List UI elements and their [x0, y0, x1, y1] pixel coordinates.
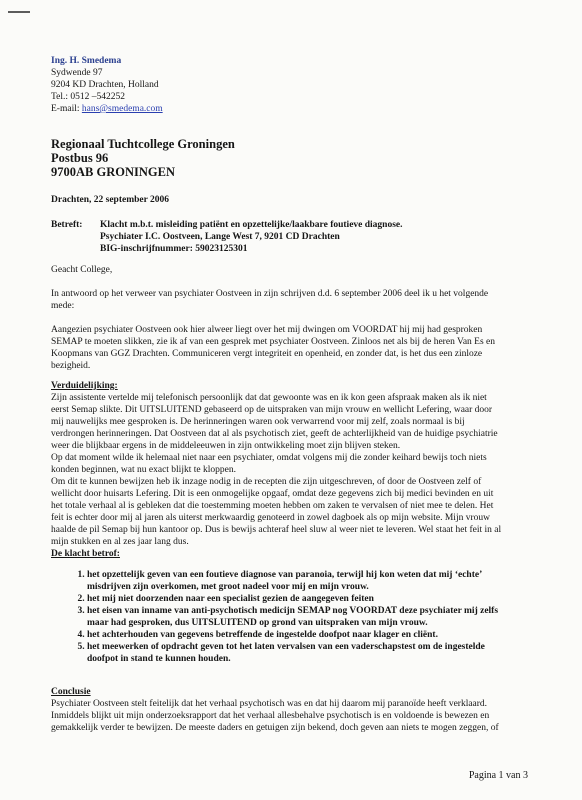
- text-line: In antwoord op het verweer van psychiater Oostveen in zijn schrijven d.d. 6 september 2006 deel ik u het volgende: [51, 289, 489, 299]
- text-line: SEMAP te moeten slikken, zie ik af van een gesprek met psychiater Oostveen. Zinloos net als bij de heren Van Es en: [51, 337, 496, 347]
- text-line: Om dit te kunnen bewijzen heb ik inzage nodig in de recepten die zijn uitgeschreven, of door de Oostveen zelf of: [51, 477, 482, 487]
- complaint-item: [87, 605, 557, 629]
- text-line: 1. het opzettelijk geven van een foutieve diagnose van paranoia, terwijl hij kon weten dat mij ‘echte’: [87, 570, 483, 580]
- conclusie-section: [51, 686, 531, 734]
- section-heading: Verduidelijking:: [51, 381, 118, 391]
- recipient-line: 9700AB GRONINGEN: [51, 165, 175, 179]
- complaint-item: [87, 569, 557, 593]
- sender-street: Sydwende 97: [51, 68, 103, 78]
- klacht-heading: De klacht betrof:: [51, 549, 120, 559]
- intro-paragraph: [51, 288, 531, 312]
- paragraph-1: [51, 324, 531, 372]
- subject-label: Betreft:: [51, 220, 83, 230]
- text-line: Koopmans van GGZ Drachten. Communiceren vergt integriteit en openheid, en zonder dat, is het dus een zinloze: [51, 349, 483, 359]
- email-label: E-mail:: [51, 104, 82, 114]
- sender-city: 9204 KD Drachten, Holland: [51, 80, 159, 90]
- verduidelijking-section: [51, 380, 531, 548]
- text-line: Aangezien psychiater Oostveen ook hier alweer liegt over het mij dwingen om VOORDAT hij mij had gesproken: [51, 325, 483, 335]
- text-line: eerst Semap slikte. Dit UITSLUITEND gebaseerd op de uitspraken van mijn vrouw en wellicht Lefering, waar door: [51, 405, 493, 415]
- text-line: 2. het mij niet doorzenden naar een specialist gezien de aangegeven feiten: [87, 594, 374, 604]
- text-line: maar had gesproken, dus UITSLUITEND op grond van uitspraken van mijn vrouw.: [87, 618, 428, 628]
- text-line: Zijn assistente vertelde mij telefonisch persoonlijk dat dat gewoonte was en ik kon geen afspraak maken als ik niet: [51, 393, 487, 403]
- sender-address: [51, 55, 163, 115]
- complaint-item: [87, 593, 557, 605]
- complaint-list: [51, 569, 557, 665]
- text-line: haalde de pil Semap bij hun kantoor op. Dus is bewijs achteraf heel sluw al weer niet te leveren. Wel staat het feit in al: [51, 525, 502, 535]
- salutation: Geacht College,: [51, 265, 113, 275]
- text-line: het totale verhaal al is gebleken dat die toestemming moeten hebben om zaken te vervalsen of niet mee te delen. Het: [51, 501, 494, 511]
- text-line: mede:: [51, 301, 75, 311]
- text-line: misdrijven zijn overkomen, met groot nadeel voor mij en mijn vrouw.: [87, 582, 369, 592]
- subject-line: Psychiater I.C. Oostveen, Lange West 7, 9201 CD Drachten: [100, 232, 340, 242]
- subject-line: BIG-inschrijfnummer: 59023125301: [100, 244, 248, 254]
- recipient-line: Postbus 96: [51, 151, 109, 165]
- sender-name: Ing. H. Smedema: [51, 56, 122, 66]
- text-line: weer die blijkbaar ergens in de middeleeuwen in zijn ontwikkeling moet zijn blijven steken.: [51, 441, 401, 451]
- text-line: Inmiddels blijkt uit mijn onderzoeksrapport dat het verhaal allesbehalve psychotisch is en voldoende is bewezen en: [51, 711, 490, 721]
- sender-email-line: [51, 103, 163, 115]
- text-line: mijn stukken en al zes jaar lang dus.: [51, 537, 189, 547]
- text-line: feit is echter door mij al jaren als uiterst merkwaardig genoteerd in zowel dagboek als op mijn website. Mijn vrouw: [51, 513, 490, 523]
- complaint-item: [87, 641, 557, 665]
- email-link[interactable]: hans@smedema.com: [81, 104, 163, 114]
- text-line: mij nauwelijks mee gesproken is. De herinneringen waren ook verwarrend voor mij zelf, zoals normaal is bij: [51, 417, 465, 427]
- letter-date: Drachten, 22 september 2006: [51, 195, 170, 205]
- text-line: 5. het meewerken of opdracht geven tot het laten vervalsen van een vaderschapstest om de ingestelde: [87, 642, 485, 652]
- sender-phone: Tel.: 0512 –542252: [51, 92, 126, 102]
- subject-line: Klacht m.b.t. misleiding patiënt en opzettelijke/laakbare foutieve diagnose.: [100, 220, 403, 230]
- text-line: Psychiater Oostveen stelt feitelijk dat het verhaal psychotisch was en dat hij daarom mij paranoïde heeft verklaard.: [51, 699, 488, 709]
- text-line: bezigheid.: [51, 361, 91, 371]
- recipient-address: [51, 137, 235, 179]
- complaint-item: [87, 629, 557, 641]
- recipient-line: Regionaal Tuchtcollege Groningen: [51, 137, 235, 151]
- text-line: wellicht door huisarts Lefering. Dit is een onmogelijke opgaaf, omdat deze gegevens zich bij medici bevinden en uit: [51, 489, 494, 499]
- text-line: konden beginnen, wat nu exact blijkt te kloppen.: [51, 465, 236, 475]
- section-heading: Conclusie: [51, 687, 91, 697]
- text-line: Op dat moment wilde ik helemaal niet naar een psychiater, omdat volgens mij die zonder keihard bewijs toch niets: [51, 453, 487, 463]
- text-line: 4. het achterhouden van gegevens betreffende de ingestelde doofpot naar klager en cliënt.: [87, 630, 438, 640]
- scan-mark: [8, 11, 30, 13]
- text-line: gemakkelijk verder te bewijzen. De meeste daders en getuigen zijn bekend, doch geven aan niets te mogen zeggen, of: [51, 723, 499, 733]
- text-line: verdrongen herinneringen. Dat Oostveen dat al als psychotisch ziet, geeft de achterlijkheid van de huidige psychiatrie: [51, 429, 498, 439]
- page-number: Pagina 1 van 3: [468, 770, 528, 781]
- text-line: 3. het eisen van inname van anti-psychotisch medicijn SEMAP nog VOORDAT deze psychiater mij zelfs: [87, 606, 499, 616]
- text-line: doofpot in stand te kunnen houden.: [87, 654, 231, 664]
